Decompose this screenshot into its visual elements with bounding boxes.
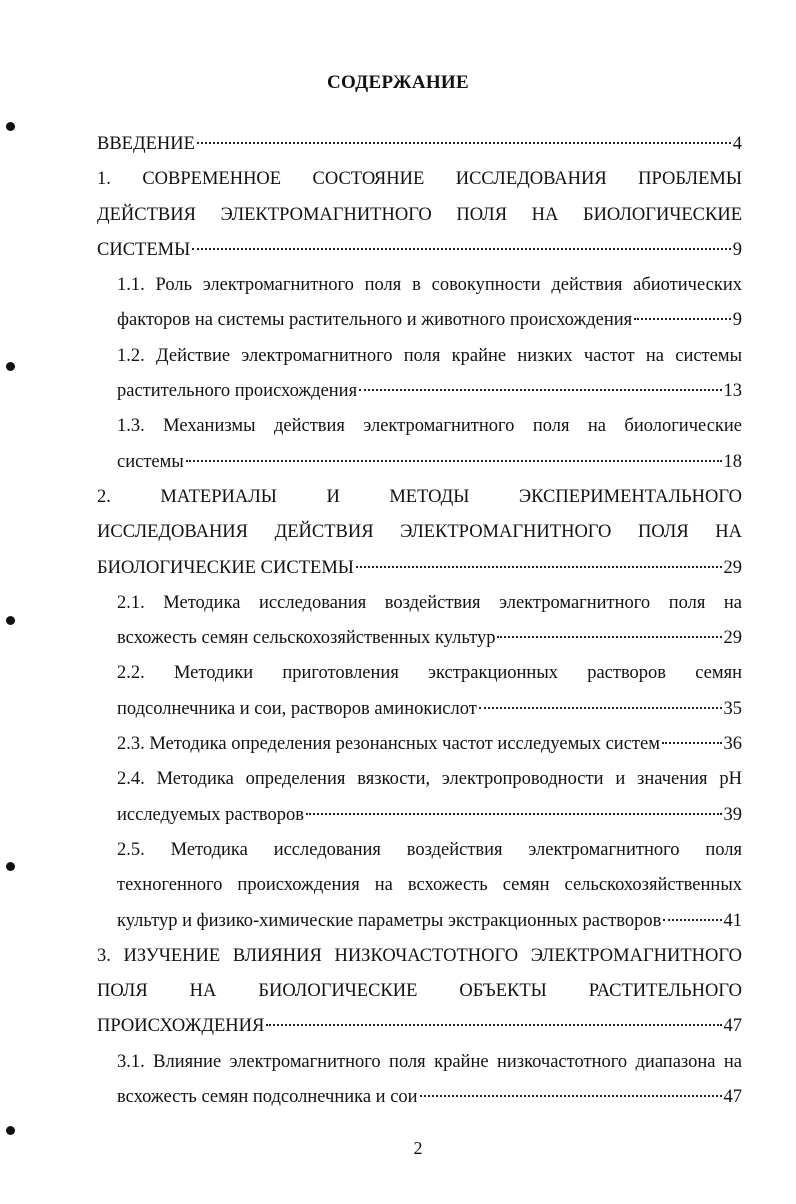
toc-entry	[97, 833, 742, 939]
binding-hole-icon	[6, 862, 15, 871]
toc-entry-text: культур и физико-химические параметры экстракционных растворов	[117, 910, 662, 931]
toc-entry	[97, 409, 742, 480]
dot-leader	[662, 742, 722, 744]
toc-entry-last-line	[117, 445, 742, 480]
dot-leader	[420, 1095, 722, 1097]
toc-entry-last-line	[117, 727, 742, 762]
toc-entry-text: системы	[117, 451, 184, 472]
toc-entry-text: всхожесть семян сельскохозяйственных культур	[117, 628, 496, 649]
toc-entry	[97, 656, 742, 727]
toc-entry-line: 2.1. Методика исследования воздействия электромагнитного поля на	[117, 592, 742, 613]
toc-page-number: 9	[732, 239, 742, 260]
toc-page-number: 29	[723, 557, 742, 578]
dot-leader	[359, 389, 721, 391]
toc-entry-line: техногенного происхождения на всхожесть семян сельскохозяйственных	[117, 875, 742, 896]
page-title: СОДЕРЖАНИЕ	[327, 72, 469, 93]
toc-entry-last-line	[117, 904, 742, 939]
toc-entry-last-line	[117, 303, 742, 338]
toc-entry-last-line	[117, 692, 742, 727]
toc-page-number: 36	[723, 734, 742, 755]
toc-entry-line: 2.2. Методики приготовления экстракционных растворов семян	[117, 663, 742, 684]
toc-entry-text: подсолнечника и сои, растворов аминокислот	[117, 698, 477, 719]
toc-entry-line: 3.1. Влияние электромагнитного поля крайне низкочастотного диапазона на	[117, 1051, 742, 1072]
toc-page-number: 47	[723, 1016, 742, 1037]
toc-entry-line: ДЕЙСТВИЯ ЭЛЕКТРОМАГНИТНОГО ПОЛЯ НА БИОЛОГИЧЕСКИЕ	[97, 204, 742, 225]
toc-entry-line: 1.3. Механизмы действия электромагнитного поля на биологические	[117, 416, 742, 437]
toc-entry-text: СИСТЕМЫ	[97, 239, 191, 260]
toc-entry	[97, 162, 742, 268]
binding-hole-icon	[6, 1126, 15, 1135]
toc-entry-line: 1. СОВРЕМЕННОЕ СОСТОЯНИЕ ИССЛЕДОВАНИЯ ПРОБЛЕМЫ	[97, 169, 742, 190]
toc-entry-last-line	[97, 233, 742, 268]
toc-entry-text: БИОЛОГИЧЕСКИЕ СИСТЕМЫ	[97, 557, 354, 578]
binding-hole-icon	[6, 616, 15, 625]
table-of-contents	[97, 127, 742, 1115]
toc-entry-line: 2.4. Методика определения вязкости, электропроводности и значения pH	[117, 769, 742, 790]
toc-page-number: 35	[723, 698, 742, 719]
dot-leader	[197, 142, 731, 144]
toc-entry	[97, 762, 742, 833]
page-number: 2	[413, 1138, 423, 1158]
toc-entry-text: ПРОИСХОЖДЕНИЯ	[97, 1016, 265, 1037]
toc-entry	[97, 727, 742, 762]
dot-leader	[192, 248, 731, 250]
toc-entry-line: 2. МАТЕРИАЛЫ И МЕТОДЫ ЭКСПЕРИМЕНТАЛЬНОГО	[97, 486, 742, 507]
toc-entry	[97, 1045, 742, 1116]
dot-leader	[356, 566, 722, 568]
dot-leader	[497, 636, 721, 638]
toc-entry-text: ВВЕДЕНИЕ	[97, 134, 195, 154]
toc-entry-text: растительного происхождения	[117, 381, 358, 402]
toc-entry-last-line	[117, 1080, 742, 1115]
toc-entry-last-line	[97, 1009, 742, 1044]
dot-leader	[663, 919, 721, 921]
dot-leader	[306, 813, 721, 815]
toc-entry-line: ИССЛЕДОВАНИЯ ДЕЙСТВИЯ ЭЛЕКТРОМАГНИТНОГО ПОЛЯ НА	[97, 522, 742, 543]
toc-entry-line: 2.5. Методика исследования воздействия электромагнитного поля	[117, 839, 742, 860]
dot-leader	[479, 707, 722, 709]
toc-entry	[97, 268, 742, 339]
toc-entry	[97, 939, 742, 1045]
toc-entry-line: ПОЛЯ НА БИОЛОГИЧЕСКИЕ ОБЪЕКТЫ РАСТИТЕЛЬНОГО	[97, 981, 742, 1002]
toc-page-number: 18	[723, 451, 742, 472]
toc-entry-text: факторов на системы растительного и животного происхождения	[117, 310, 633, 331]
toc-page-number: 47	[723, 1087, 742, 1108]
toc-entry-line: 3. ИЗУЧЕНИЕ ВЛИЯНИЯ НИЗКОЧАСТОТНОГО ЭЛЕКТРОМАГНИТНОГО	[97, 945, 742, 966]
binding-hole-icon	[6, 362, 15, 371]
dot-leader	[634, 318, 731, 320]
toc-entry-last-line	[117, 374, 742, 409]
toc-page-number: 41	[723, 910, 742, 931]
dot-leader	[266, 1024, 721, 1026]
toc-entry-last-line	[97, 551, 742, 586]
toc-page-number: 9	[732, 310, 742, 331]
toc-page-number: 4	[732, 134, 742, 154]
toc-entry-last-line	[97, 127, 742, 162]
toc-page-number: 29	[723, 628, 742, 649]
toc-entry-last-line	[117, 621, 742, 656]
toc-entry	[97, 480, 742, 586]
toc-entry	[97, 127, 742, 162]
toc-entry-line: 1.2. Действие электромагнитного поля крайне низких частот на системы	[117, 345, 742, 366]
dot-leader	[186, 460, 722, 462]
toc-entry	[97, 586, 742, 657]
toc-entry-line: 1.1. Роль электромагнитного поля в совокупности действия абиотических	[117, 275, 742, 296]
toc-entry	[97, 339, 742, 410]
binding-hole-icon	[6, 122, 15, 131]
toc-entry-text: 2.3. Методика определения резонансных частот исследуемых систем	[117, 734, 660, 755]
toc-entry-last-line	[117, 798, 742, 833]
toc-entry-text: всхожесть семян подсолнечника и сои	[117, 1087, 418, 1108]
toc-entry-text: исследуемых растворов	[117, 804, 305, 825]
toc-page-number: 13	[723, 381, 742, 402]
toc-page-number: 39	[723, 804, 742, 825]
